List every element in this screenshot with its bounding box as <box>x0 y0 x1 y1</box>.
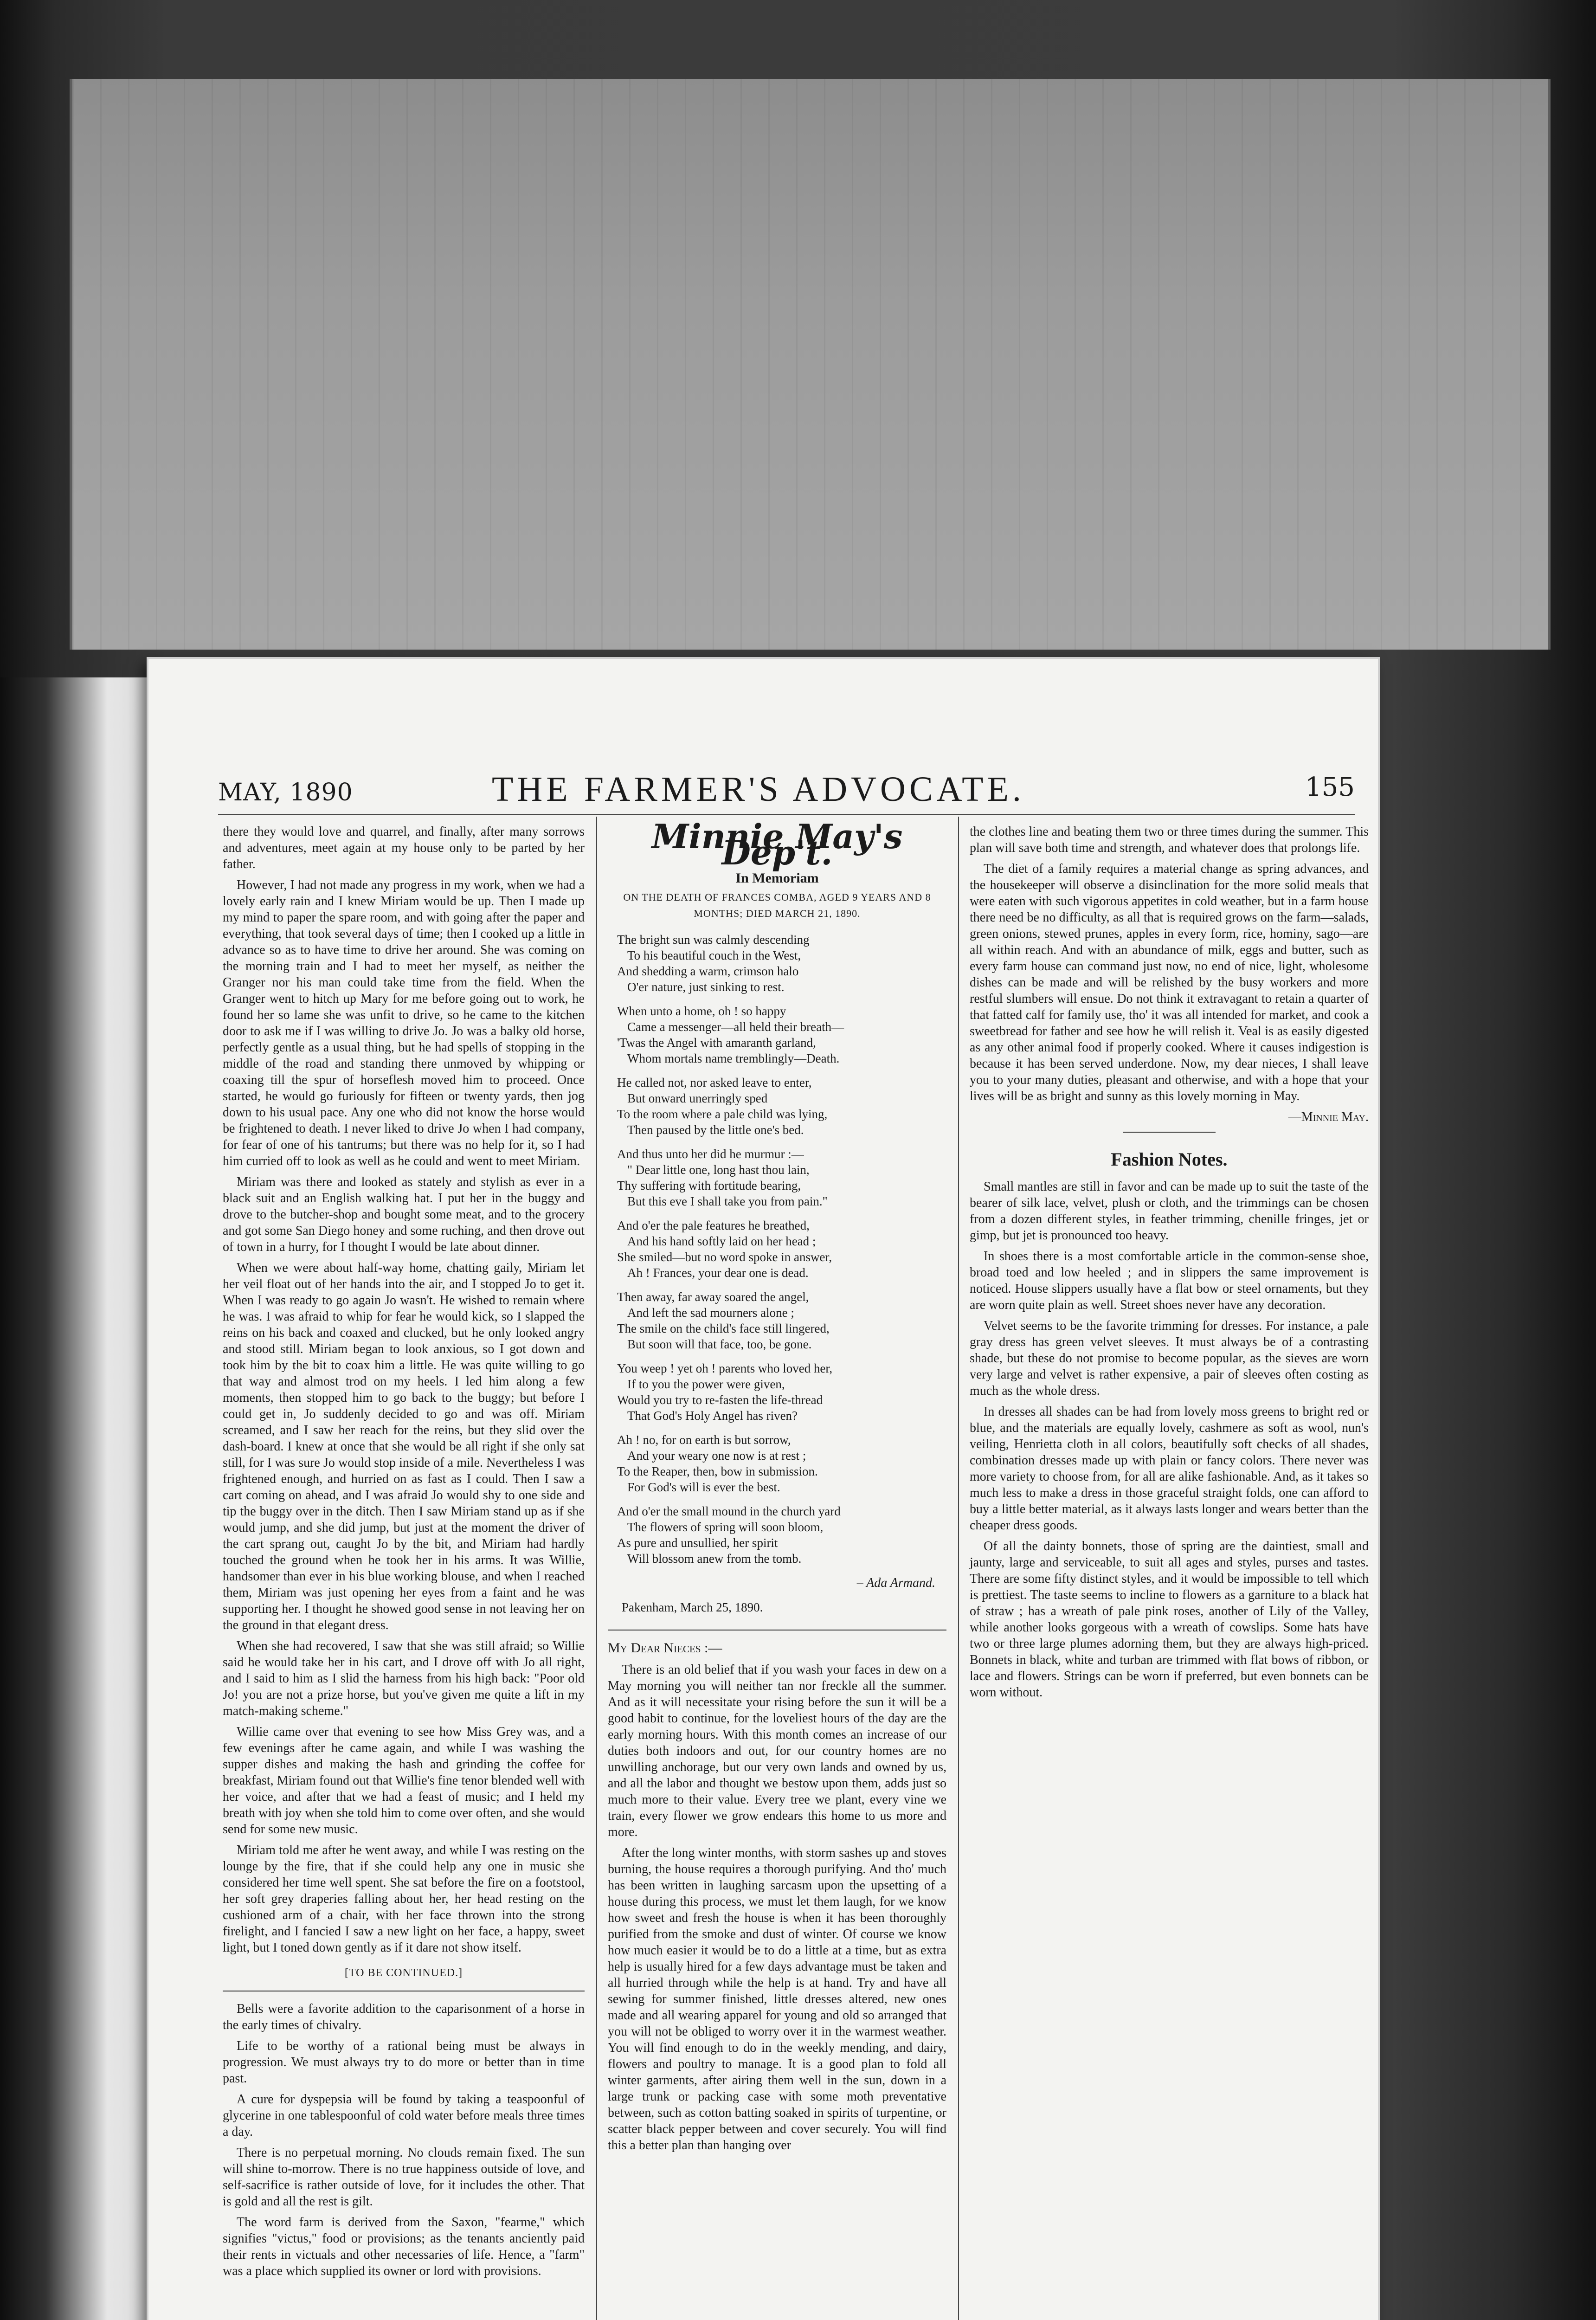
poem-line: Whom mortals name tremblingly—Death. <box>627 1051 840 1065</box>
poem-line: And his hand softly laid on her head ; <box>627 1234 816 1248</box>
minnie-may-column <box>608 817 946 2158</box>
poem-line: Ah ! no, for on earth is but sorrow, <box>617 1433 791 1447</box>
poem-line: But onward unerringly sped <box>627 1091 768 1105</box>
story-paragraph: Miriam was there and looked as stately and stylish as ever in a black suit and an English walking hat. I put her in the buggy and drove to the butcher-shop and bought some meat, and to the grocery and got some San Diego honey and some ruching, and then drove out of town in a hurry, for I thought I would be late about dinner. <box>223 1175 585 1254</box>
filler-paragraph: The word farm is derived from the Saxon, "fearme," which signifies "victus," food or provisions; as the tenants anciently paid their rents in victuals and other necessaries of life. Hence, a "farm" was a place which supplied its owner or lord with provisions. <box>223 2215 585 2278</box>
issue-date: MAY, 1890 <box>218 779 353 806</box>
poem-line: And your weary one now is at rest ; <box>627 1449 806 1463</box>
poem-stanza <box>617 1432 946 1495</box>
story-paragraph: there they would love and quarrel, and finally, after many sorrows and adventures, meet again at my house only to be parted by her father. <box>223 825 585 871</box>
poem-line: And o'er the small mound in the church yard <box>617 1504 841 1518</box>
place-date: Pakenham, March 25, 1890. <box>622 1600 763 1614</box>
poem-line: To the Reaper, then, bow in submission. <box>617 1464 818 1478</box>
poem-stanza <box>617 1503 946 1566</box>
poem-line: 'Twas the Angel with amaranth garland, <box>617 1036 816 1050</box>
column-rule-2 <box>958 817 959 2320</box>
poem-line: And shedding a warm, crimson halo <box>617 964 799 978</box>
poem-line: You weep ! yet oh ! parents who loved her, <box>617 1361 833 1375</box>
fashion-paragraph: Velvet seems to be the favorite trimming for dresses. For instance, a pale gray dress has green velvet sleeves. It must always be of a contrasting shade, but these do not promise to become popular, as the sieves are worn very large and velvet is rather expensive, a pair of sleeves often costing as much as the whole dress. <box>970 1319 1369 1398</box>
letter-paragraph: the clothes line and beating them two or three times during the summer. This plan will save both time and strength, and whatever does that prolongs life. <box>970 825 1369 855</box>
poem-line: And thus unto her did he murmur :— <box>617 1147 804 1161</box>
poem-stanza <box>617 1360 946 1424</box>
column-rule-1 <box>596 817 597 2320</box>
page-header <box>218 766 1355 809</box>
poem-line: That God's Holy Angel has riven? <box>627 1409 798 1423</box>
poem-line: If to you the power were given, <box>627 1377 785 1391</box>
poem-line: The smile on the child's face still lingered, <box>617 1321 830 1335</box>
poem-line: To the room where a pale child was lying, <box>617 1107 828 1121</box>
memoriam-caption: ON THE DEATH OF FRANCES COMBA, AGED 9 YEARS AND 8 MONTHS; DIED MARCH 21, 1890. <box>623 891 931 919</box>
poem-line: For God's will is ever the best. <box>627 1480 780 1494</box>
page-number: 155 <box>1305 772 1355 802</box>
fashion-paragraph: In shoes there is a most comfortable article in the common-sense shoe, broad toed and low heeled ; and in slippers the same improvement is noticed. House slippers usually have a flat bow or steel ornaments, but they are worn quite plain as well. Street shoes never have any decoration. <box>970 1249 1369 1312</box>
poem-line: The bright sun was calmly descending <box>617 933 810 947</box>
poem-line: Came a messenger—all held their breath— <box>627 1020 844 1034</box>
letter-paragraph: The diet of a family requires a material change as spring advances, and the housekeeper will observe a disinclination for the more solid meals that were eaten with such vigorous appetites in cold weather, but in a farm house there need be no difficulty, as all that is required grows on the farm—salads, green onions, stewed prunes, apples in every form, rice, hominy, sago—are all within reach. And with an abundance of milk, eggs and butter, such as every farm house can command just now, no end of nice, light, wholesome dishes can be made and will be relished by the busy workers and more restful slumbers will ensue. Do not think it extravagant to retain a quarter of that fatted calf for family use, tho' it was all intended for market, and cook a sweetbread for father and see how he will relish it. Veal is as easily digested as any other animal food if properly cooked. Where it causes indigestion is because it has been served underdone. Now, my dear nieces, I shall leave you to your many duties, pleasant and otherwise, and with a hope that your lives will be as bright and sunny as this lovely morning in May. <box>970 862 1369 1103</box>
salutation: My Dear Nieces :— <box>608 1640 722 1656</box>
binding-edge <box>0 677 153 2320</box>
letter-paragraph: After the long winter months, with storm sashes up and stoves burning, the house requires a thorough purifying. And tho' much has been written in laughing sarcasm upon the upsetting of a house during this process, we must let them laugh, for we know how sweet and fresh the house is when it has been thoroughly purified from the smoke and dust of winter. Of course we know how much easier it would be to do a little at a time, but as extra help is usually hired for a few days advantage must be taken and all hurried through while the help is at hand. Try and have all sewing for summer finished, little dresses altered, new ones made and all wearing apparel for young and old so arranged that you will not be obliged to worry over it in the warmest weather. You will find enough to do in the weekly mending, and dairy, flowers and poultry to manage. It is a good plan to fold all winter garments, after airing them well in the sun, down in a large trunk or packing case with some moth preventative between, such as cotton batting soaked in spirits of turpentine, or scatter black pepper between and cover securely. You will find this a better plan than hanging over <box>608 1846 946 2152</box>
department-title: Minnie May's Dep't. <box>651 817 903 872</box>
filler-paragraph: There is no perpetual morning. No clouds remain fixed. The sun will shine to-morrow. There is no true happiness outside of love, and self-sacrifice is rather outside of love, for it includes the other. That is gold and all the rest is gilt. <box>223 2146 585 2209</box>
story-paragraph: When she had recovered, I saw that she was still afraid; so Willie said he would take her in his cart, and I drove off with Jo all right, and I said to him as I slid the harness from his high back: "Poor old Jo! you are not a prize horse, but you've given me quite a lift in my match-making scheme." <box>223 1639 585 1718</box>
filler-paragraph: A cure for dyspepsia will be found by taking a teaspoonful of glycerine in one tablespoonful of cold water before meals three times a day. <box>223 2092 585 2139</box>
poem-line: When unto a home, oh ! so happy <box>617 1004 786 1018</box>
fashion-paragraph: Of all the dainty bonnets, those of spring are the daintiest, small and jaunty, large and serviceable, to suit all ages and styles, purses and tastes. There are some fifty distinct styles, and it would be impossible to tell which is prettiest. The taste seems to incline to flowers as a garniture to a black hat of straw ; has a wreath of pale pink roses, another of Lily of the Valley, while another looks gorgeous with a wreath of cowslips. Some hats have two or three large plumes adorning them, but they are always high-priced. Bonnets in black, white and turban are trimmed with flat bows of ribbon, or lace and flowers. Strings can be worn if preferred, but even bonnets can be worn without. <box>970 1539 1369 1700</box>
poem-line: And left the sad mourners alone ; <box>627 1306 794 1320</box>
poem-line: " Dear little one, long hast thou lain, <box>627 1163 810 1177</box>
story-paragraph: When we were about half-way home, chatting gaily, Miriam let her veil float out of her hands into the air, and I stopped Jo to get it. When I was ready to go again Jo wasn't. He wished to remain where he was. I was afraid to whip for fear he would kick, so I slapped the reins on his back and coaxed and clucked, but he only looked angry and stood still. Miriam began to look anxious, so I got down and took him by the bit to coax him a little. He was quite willing to go that way and almost trod on my heels. I led him along a few moments, then stopped him to go back to the buggy; but before I could get in, Jo suddenly decided to go and was off. Miriam screamed, and I saw her reach for the reins, but they slid over the dash-board. I knew at once that she would be all right if she only sat still, for I was sure Jo would stop inside of a mile. Nevertheless I was frightened enough, and hurried on as fast as I could. Then I saw a cart coming on ahead, and I was afraid Jo would shy to one side and tip the buggy over in the ditch. Then I saw Miriam stand up as if she would jump, and she did jump, but just at the moment the driver of the cart sprang out, caught Jo by the bit, and Miriam had hardly touched the ground when he took her in his arms. It was Willie, handsomer than ever in his blue working blouse, and when I reached them, Miriam was just opening her eyes from a faint and he was supporting her. I thought he showed good sense in not leaving her on the ground in that elegant dress. <box>223 1261 585 1632</box>
newspaper-page <box>148 659 1378 2320</box>
poem-line: To his beautiful couch in the West, <box>627 948 801 962</box>
filler-paragraph: Life to be worthy of a rational being must be always in progression. We must always try to do more or better than in time past. <box>223 2039 585 2086</box>
fashion-column <box>970 824 1369 1705</box>
poem-line: Will blossom anew from the tomb. <box>627 1552 802 1566</box>
poem-line: But this eve I shall take you from pain." <box>627 1194 828 1208</box>
letter-signature: —Minnie May. <box>1288 1110 1369 1124</box>
memorial-poem <box>617 932 946 1566</box>
section-divider <box>1123 1132 1216 1133</box>
poem-line: Then paused by the little one's bed. <box>627 1123 804 1137</box>
fashion-paragraph: In dresses all shades can be had from lovely moss greens to bright red or blue, and the materials are equally lovely, cashmere as soft as wool, nun's veiling, Henrietta cloth in all colors, beautifully soft checks of all shades, combination dresses made up with plain or fancy colors. There never was more variety to choose from, for all are alike fashionable. And, as it takes so much less to make a dress in those graceful straight folds, one can afford to buy a little better material, as it always lasts longer and wears better than the cheaper dress goods. <box>970 1405 1369 1533</box>
poem-stanza <box>617 1075 946 1138</box>
poem-line: Ah ! Frances, your dear one is dead. <box>627 1266 809 1280</box>
poem-signature: – Ada Armand. <box>856 1576 935 1590</box>
story-paragraph: However, I had not made any progress in my work, when we had a lovely early rain and I knew Miriam would be up. Then I made up my mind to paper the spare room, and with going after the paper and everything, that took several days of time; then I cooked up a little in advance so as to have time to drive her around. She was coming on the morning train and I had to meet her myself, as neither the Granger nor his man could take time from the field. When the Granger went to hitch up Mary for me before going out to work, he found her so lame she was unfit to drive, so he came to the kitchen door to ask me if I was willing to drive Jo. Jo was a balky old horse, perfectly gentle as a usual thing, but he had spells of stopping in the middle of the road and standing there unmoved by whipping or coaxing till the spur of horseflesh moved him to proceed. Once started, he would go furiously for fifteen or twenty yards, then jog down to his usual pace. Any one who did not know the horse would be frightened to death. I never liked to drive Jo when I had company, for fear of one of his tantrums; but there was no help for it, so I had him curried off to look as well as he could and went to meet Miriam. <box>223 878 585 1168</box>
poem-line: She smiled—but no word spoke in answer, <box>617 1250 832 1264</box>
poem-stanza <box>617 1218 946 1281</box>
poem-stanza <box>617 1289 946 1352</box>
story-column <box>223 824 585 2284</box>
poem-line: O'er nature, just sinking to rest. <box>627 980 785 994</box>
to-be-continued: [TO BE CONTINUED.] <box>344 1967 463 1979</box>
poem-line: He called not, nor asked leave to enter, <box>617 1076 812 1089</box>
poem-line: Thy suffering with fortitude bearing, <box>617 1179 801 1192</box>
fashion-paragraph: Small mantles are still in favor and can be made up to suit the taste of the bearer of silk lace, velvet, plush or cloth, and the trimmings can be chosen from a dozen different styles, in feather trimming, chenille fringes, jet or gimp, but jet is pronounced too heavy. <box>970 1179 1369 1243</box>
poem-stanza <box>617 932 946 995</box>
previous-page-sheet <box>70 79 1551 650</box>
poem-line: But soon will that face, too, be gone. <box>627 1337 812 1351</box>
poem-line: And o'er the pale features he breathed, <box>617 1218 810 1232</box>
letter-paragraph: There is an old belief that if you wash your faces in dew on a May morning you will neither tan nor freckle all the summer. And as it will necessitate your rising before the sun it will be a good habit to continue, for the loveliest hours of the day are the early morning hours. With this month comes an increase of our duties both indoors and out, for our country homes are no unwilling anchorage, but our very own lands and owned by us, and all the labor and thought we bestow upon them, adds just so much more to their value. Every tree we plant, every vine we train, every flower we grow endears this home to us more and more. <box>608 1663 946 1839</box>
story-paragraph: Willie came over that evening to see how Miss Grey was, and a few evenings after he came again, and while I was washing the supper dishes and making the hash and grinding the coffee for breakfast, Miriam found out that Willie's fine tenor blended well with her voice, and after that we had a feast of music; and I held my breath with joy when she told him to come over often, and she would send for some new music. <box>223 1725 585 1837</box>
poem-line: Would you try to re-fasten the life-thread <box>617 1393 823 1407</box>
story-paragraph: Miriam told me after he went away, and while I was resting on the lounge by the fire, that if she could help any one in music she considered her time well spent. She sat before the fire on a footstool, her soft grey draperies falling about her, her head resting on the cushioned arm of a chair, with her face thrown into the strong firelight, and I fancied I saw a new light on her face, a happy, sweet light, but I toned down gently as if it dare not show itself. <box>223 1843 585 1955</box>
poem-line: As pure and unsullied, her spirit <box>617 1536 778 1550</box>
filler-paragraph: Bells were a favorite addition to the caparisonment of a horse in the early times of chivalry. <box>223 2002 585 2032</box>
poem-stanza <box>617 1146 946 1209</box>
poem-stanza <box>617 1003 946 1066</box>
poem-line: The flowers of spring will soon bloom, <box>627 1520 824 1534</box>
memoriam-title: In Memoriam <box>735 870 819 886</box>
masthead-title: THE FARMER'S ADVOCATE. <box>492 770 1025 809</box>
header-rule <box>218 814 1355 815</box>
poem-line: Then away, far away soared the angel, <box>617 1290 809 1304</box>
fashion-notes-title: Fashion Notes. <box>1111 1149 1228 1170</box>
